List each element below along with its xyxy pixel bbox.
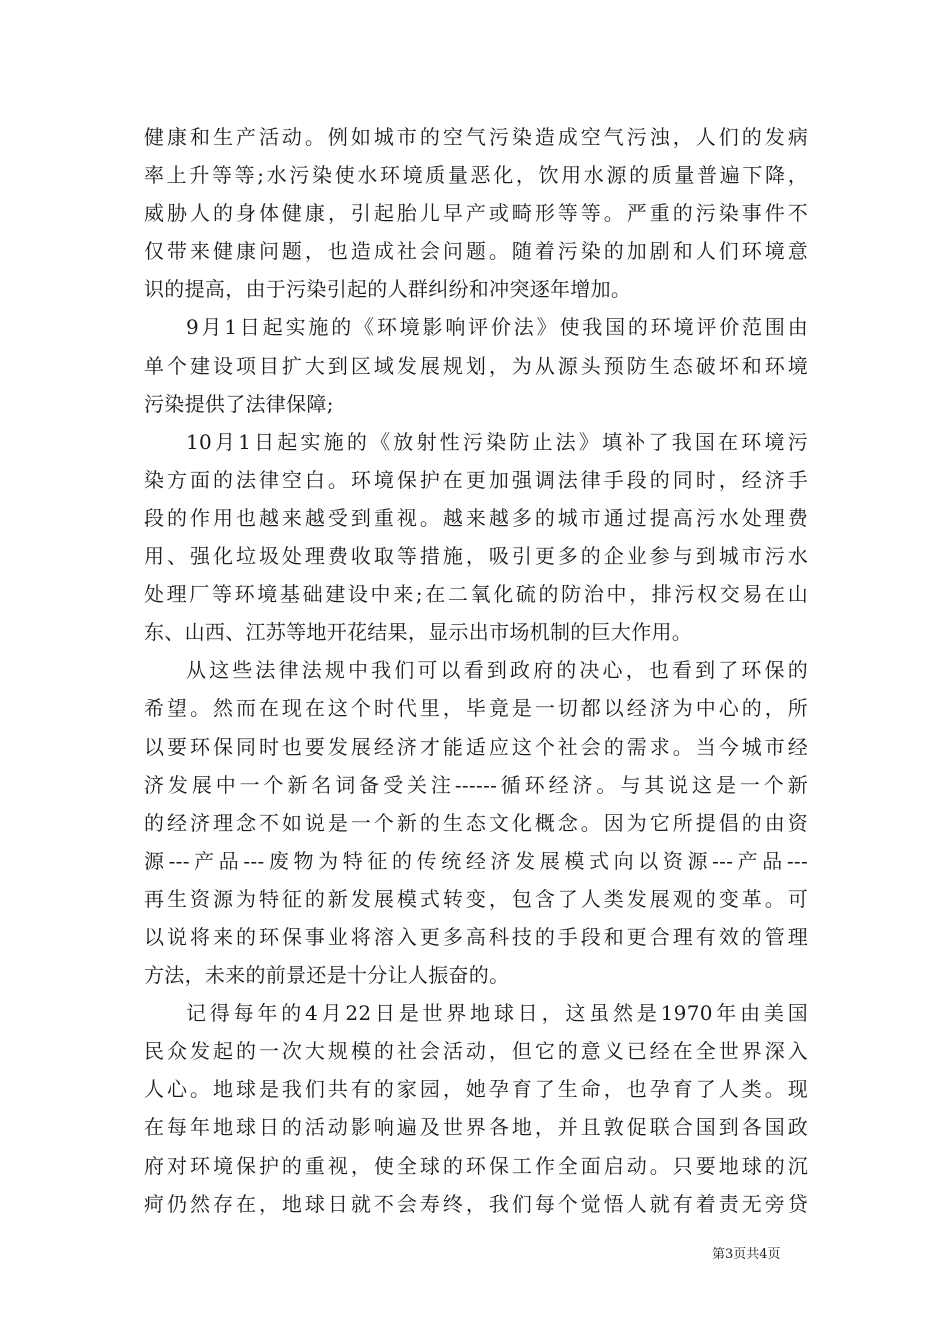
- text-line: 段的作用也越来越受到重视。越来越多的城市通过提高污水处理费: [144, 505, 808, 530]
- text-line: 用、强化垃圾处理费收取等措施，吸引更多的企业参与到城市污水: [144, 544, 808, 569]
- text-line: 人心。地球是我们共有的家园，她孕育了生命，也孕育了人类。现: [144, 1077, 808, 1102]
- text-line: 源---产品---废物为特征的传统经济发展模式向以资源---产品---: [144, 848, 808, 873]
- text-line: 民众发起的一次大规模的社会活动，但它的意义已经在全世界深入: [144, 1039, 808, 1064]
- text-line: 识的提高，由于污染引起的人群纠纷和冲突逐年增加。: [144, 277, 632, 302]
- text-line: 再生资源为特征的新发展模式转变，包含了人类发展观的变革。可: [144, 886, 808, 911]
- text-line: 率上升等等;水污染使水环境质量恶化，饮用水源的质量普遍下降，: [144, 163, 808, 188]
- text-line: 仅带来健康问题，也造成社会问题。随着污染的加剧和人们环境意: [144, 239, 808, 264]
- text-line: 府对环境保护的重视，使全球的环保工作全面启动。只要地球的沉: [144, 1153, 808, 1178]
- text-line: 威胁人的身体健康，引起胎儿早产或畸形等等。严重的污染事件不: [144, 201, 808, 226]
- text-line: 单个建设项目扩大到区域发展规划，为从源头预防生态破坏和环境: [144, 353, 808, 378]
- text-line: 方法，未来的前景还是十分让人振奋的。: [144, 963, 510, 988]
- text-line: 的经济理念不如说是一个新的生态文化概念。因为它所提倡的由资: [144, 810, 808, 835]
- text-line: 希望。然而在现在这个时代里，毕竟是一切都以经济为中心的，所: [144, 696, 808, 721]
- paragraph-first-line: 9月1日起实施的《环境影响评价法》使我国的环境评价范围由: [186, 315, 808, 340]
- paragraph-first-line: 记得每年的4月22日是世界地球日，这虽然是1970年由美国: [186, 1001, 808, 1026]
- body-text: [144, 118, 808, 1223]
- text-line: 染方面的法律空白。环境保护在更加强调法律手段的同时，经济手: [144, 467, 808, 492]
- text-line: 在每年地球日的活动影响遍及世界各地，并且敦促联合国到各国政: [144, 1115, 808, 1140]
- paragraph-first-line: 10月1日起实施的《放射性污染防止法》填补了我国在环境污: [186, 429, 808, 454]
- paragraph-first-line: 从这些法律法规中我们可以看到政府的决心，也看到了环保的: [186, 658, 808, 683]
- text-line: 处理厂等环境基础建设中来;在二氧化硫的防治中，排污权交易在山: [144, 582, 808, 607]
- text-line: 以说将来的环保事业将溶入更多高科技的手段和更合理有效的管理: [144, 924, 808, 949]
- text-line: 东、山西、江苏等地开花结果，显示出市场机制的巨大作用。: [144, 620, 693, 645]
- text-line: 济发展中一个新名词备受关注------循环经济。与其说这是一个新: [144, 772, 808, 797]
- text-line: 以要环保同时也要发展经济才能适应这个社会的需求。当今城市经: [144, 734, 808, 759]
- text-line: 污染提供了法律保障;: [144, 391, 334, 416]
- page-number: 第3页共4页: [712, 1247, 781, 1262]
- text-line: 健康和生产活动。例如城市的空气污染造成空气污浊，人们的发病: [144, 125, 808, 149]
- text-line: 疴仍然存在，地球日就不会寿终，我们每个觉悟人就有着责无旁贷: [144, 1191, 808, 1216]
